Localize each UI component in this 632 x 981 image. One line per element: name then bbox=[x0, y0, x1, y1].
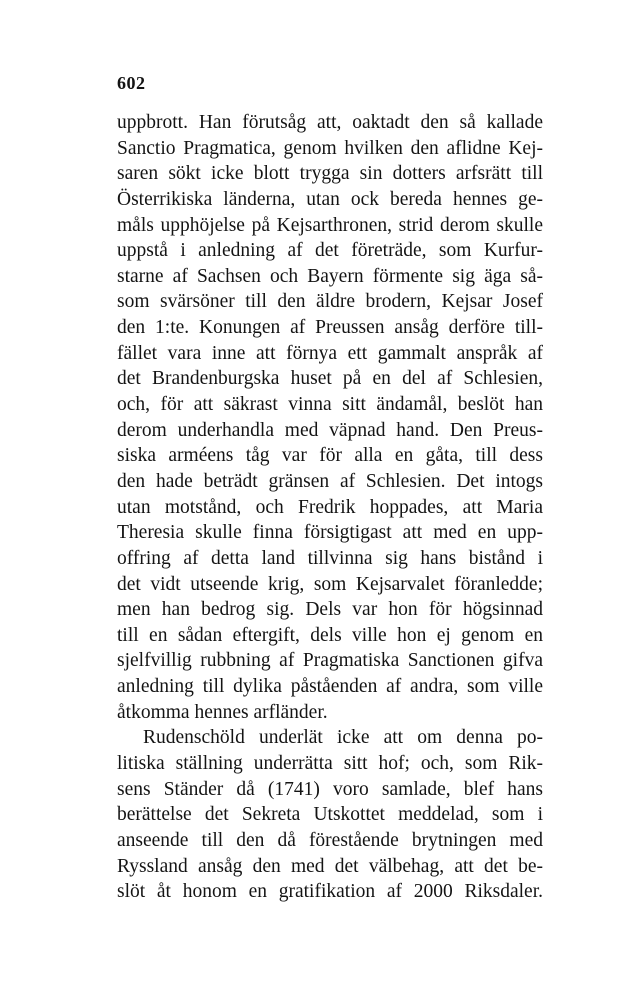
text-line: den hade beträdt gränsen af Schlesien. Det intogs bbox=[117, 470, 543, 492]
text-line: Rudenschöld underlät icke att om denna po- bbox=[143, 727, 543, 749]
text-line: siska arméens tåg var för alla en gåta, till dess bbox=[117, 445, 543, 467]
text-line: den 1:te. Konungen af Preussen ansåg derföre till- bbox=[117, 317, 543, 339]
text-line: Ryssland ansåg den med det välbehag, att det be- bbox=[117, 855, 543, 877]
text-line: berättelse det Sekreta Utskottet meddelad, som i bbox=[117, 804, 543, 826]
text-line: sjelfvillig rubbning af Pragmatiska Sanctionen gifva bbox=[117, 650, 543, 672]
text-line: fället vara inne att förnya ett gammalt anspråk af bbox=[117, 342, 543, 364]
text-line: offring af detta land tillvinna sig hans bistånd i bbox=[117, 547, 543, 569]
text-line: men han bedrog sig. Dels var hon för högsinnad bbox=[117, 599, 543, 621]
body-text bbox=[117, 110, 543, 905]
text-line: uppbrott. Han förutsåg att, oaktadt den så kallade bbox=[117, 112, 543, 133]
text-line: slöt åt honom en gratifikation af 2000 Riksdaler. bbox=[117, 881, 543, 903]
text-line: litiska ställning underrätta sitt hof; och, som Rik- bbox=[117, 753, 543, 775]
text-line: sens Ständer då (1741) voro samlade, blef hans bbox=[117, 778, 543, 800]
text-line: måls upphöjelse på Kejsarthronen, strid derom skulle bbox=[117, 214, 543, 236]
text-line: det Brandenburgska huset på en del af Schlesien, bbox=[117, 368, 543, 390]
text-line: saren sökt icke blott trygga sin dotters arfsrätt till bbox=[117, 163, 543, 185]
text-line: Theresia skulle finna försigtigast att med en upp- bbox=[117, 522, 543, 544]
text-line: Österrikiska länderna, utan ock bereda hennes ge- bbox=[117, 188, 543, 210]
text-line: anseende till den då förestående brytningen med bbox=[117, 829, 543, 851]
text-line: det vidt utseende krig, som Kejsarvalet föranledde; bbox=[117, 573, 543, 595]
text-line: Sanctio Pragmatica, genom hvilken den aflidne Kej- bbox=[117, 137, 543, 159]
text-line: åtkomma hennes arfländer. bbox=[117, 701, 328, 723]
text-line: som svärsöner till den äldre brodern, Kejsar Josef bbox=[117, 291, 543, 313]
text-line: anledning till dylika påståenden af andra, som ville bbox=[117, 676, 543, 698]
text-line: uppstå i anledning af det företräde, som Kurfur- bbox=[117, 240, 543, 262]
text-line: till en sådan eftergift, dels ville hon ej genom en bbox=[117, 624, 543, 646]
text-line: starne af Sachsen och Bayern förmente sig äga så- bbox=[117, 265, 543, 287]
text-line: derom underhandla med väpnad hand. Den Preus- bbox=[117, 419, 543, 441]
text-line: och, för att säkrast vinna sitt ändamål, beslöt han bbox=[117, 394, 543, 416]
text-line: utan motstånd, och Fredrik hoppades, att Maria bbox=[117, 496, 543, 518]
page-number: 602 bbox=[117, 73, 146, 93]
